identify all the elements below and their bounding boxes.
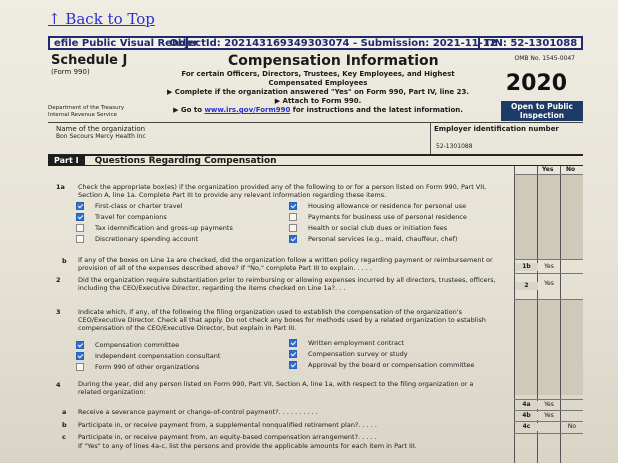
board-approval-checkbox[interactable]	[289, 361, 297, 369]
q3-number: 3	[56, 308, 61, 316]
q4-footer: If "Yes" to any of lines 4a-c, list the persons and provide the applicable amounts for each item in Part III.	[78, 442, 417, 450]
row-rule-4a	[514, 410, 583, 411]
ein-value: 52-1301088	[436, 143, 473, 150]
instruction-line-5	[158, 106, 478, 115]
q2-number: 2	[56, 276, 61, 284]
q4a-text: Receive a severance payment or change-of-control payment?. . . . . . . . . .	[78, 408, 318, 416]
q4-text: During the year, did any person listed on Form 990, Part VII, Section A, line 1a, with respect to the filing organization or a related organization:	[78, 380, 474, 396]
compensation-survey-checkbox[interactable]	[289, 350, 297, 358]
back-to-top-link[interactable]: ↑ Back to Top	[48, 10, 155, 28]
q4b-letter: b	[62, 421, 67, 429]
board-approval-label: Approval by the board or compensation committee	[308, 361, 475, 369]
q4-number: 4	[56, 381, 61, 389]
instruction-line-2: Compensated Employees	[268, 79, 368, 87]
q1a-text: Check the appropriate box(es) if the organization provided any of the following to or for a person listed on Form 990, Part VII, Section A, line 1a. Complete Part III to provide any relevant information regarding these items.	[78, 183, 487, 199]
line-4c-no: No	[567, 423, 577, 430]
q4c-text: Participate in, or receive payment from, an equity-based compensation arrangement?. . . . .	[78, 433, 377, 441]
q1b-text: If any of the boxes on Line 1a are checked, did the organization follow a written policy regarding payment or reimbursement or provision of all of the expenses described above? If "No," complete Part III to explain. . . . .	[78, 256, 493, 272]
first-class-travel-checkbox[interactable]	[76, 202, 84, 210]
line-4b-yes: Yes	[544, 412, 554, 419]
line-1b-number: 1b	[515, 263, 538, 271]
housing-allowance-label: Housing allowance or residence for personal use	[308, 202, 467, 210]
first-class-travel-label: First-class or charter travel	[95, 202, 183, 210]
travel-companions-checkbox[interactable]	[76, 213, 84, 221]
instruction-line-4: ▶ Attach to Form 990.	[274, 97, 362, 105]
tax-year: 2020	[505, 71, 567, 96]
schedule-title: Schedule J	[51, 53, 128, 68]
q4a-letter: a	[62, 408, 67, 416]
line-4a-yes: Yes	[544, 401, 554, 408]
business-residence-checkbox[interactable]	[289, 213, 297, 221]
instruction-go-to: ▶ Go to	[173, 106, 205, 114]
instruction-latest-info: for instructions and the latest information.	[290, 106, 463, 114]
discretionary-spending-label: Discretionary spending account	[95, 235, 199, 243]
banner-object-id: ObjectId: 202143169349303074 - Submission: 2021-11-12	[169, 37, 497, 49]
org-name: Bon Secours Mercy Health Inc	[56, 133, 146, 140]
org-divider	[430, 123, 431, 155]
compensation-survey-label: Compensation survey or study	[308, 350, 408, 358]
club-dues-checkbox[interactable]	[289, 224, 297, 232]
row-rule-4b	[514, 421, 583, 422]
banner-tin: TIN: 52-1301088	[484, 37, 578, 49]
line-4a-number: 4a	[515, 401, 538, 409]
form-990-others-label: Form 990 of other organizations	[95, 363, 200, 371]
form-number: (Form 990)	[51, 68, 90, 76]
compensation-committee-label: Compensation committee	[95, 341, 180, 349]
independent-consultant-label: Independent compensation consultant	[95, 352, 221, 360]
q2-text: Did the organization require substantiation prior to reimbursing or allowing expenses incurred by all directors, trustees, officers, including the CEO/Executive Director, regarding the items checked on Line 1a?. . .	[78, 276, 496, 292]
row-rule-4-top	[514, 399, 583, 400]
club-dues-label: Health or social club dues or initiation fees	[308, 224, 448, 232]
efile-banner	[48, 36, 583, 50]
housing-allowance-checkbox[interactable]	[289, 202, 297, 210]
independent-consultant-checkbox[interactable]	[76, 352, 84, 360]
part-title: Questions Regarding Compensation	[94, 155, 277, 166]
instruction-line-3: ▶ Complete if the organization answered "Yes" on Form 990, Part IV, line 23.	[166, 88, 469, 96]
form-header	[48, 51, 583, 121]
row-rule-1b	[514, 273, 583, 274]
tax-idemnification-checkbox[interactable]	[76, 224, 84, 232]
line-4c-number: 4c	[515, 423, 538, 431]
part-header	[48, 154, 583, 166]
discretionary-spending-checkbox[interactable]	[76, 235, 84, 243]
personal-services-checkbox[interactable]	[289, 235, 297, 243]
form-990-others-checkbox[interactable]	[76, 363, 84, 371]
business-residence-label: Payments for business use of personal residence	[308, 213, 467, 221]
instruction-line-1: For certain Officers, Directors, Trustees, Key Employees, and Highest	[181, 70, 455, 78]
q1a-number: 1a	[56, 183, 65, 191]
no-column	[560, 166, 583, 463]
row-rule-1b-top	[514, 259, 583, 260]
irs-form990-link[interactable]: www.irs.gov/Form990	[204, 106, 291, 114]
omb-number: OMB No. 1545-0047	[514, 55, 575, 62]
ein-label: Employer identification number	[434, 125, 559, 133]
department-label: Department of the Treasury Internal Revenue Service	[48, 105, 125, 118]
part-tag: Part I	[48, 155, 85, 166]
org-name-label: Name of the organization	[56, 125, 146, 133]
written-contract-checkbox[interactable]	[289, 339, 297, 347]
q4c-letter: c	[62, 433, 66, 441]
column-header-rule	[514, 174, 583, 175]
yes-header: Yes	[542, 166, 554, 173]
line-1b-yes: Yes	[544, 263, 554, 270]
public-inspection-badge: Open to Public Inspection	[501, 101, 583, 121]
line-4b-number: 4b	[515, 412, 538, 420]
line-2-yes: Yes	[544, 280, 554, 287]
header-instructions	[158, 70, 478, 115]
q3-text: Indicate which, if any, of the following the filing organization used to establish the compensation of the organization's CEO/Executive Director. Check all that apply. Do not check any boxes for methods used by a related organization to establish compensation of the CEO/Executive Director, but explain in Part III.	[78, 308, 486, 332]
written-contract-label: Written employment contract	[308, 339, 405, 347]
compensation-committee-checkbox[interactable]	[76, 341, 84, 349]
row-rule-2	[514, 299, 583, 300]
q4b-text: Participate in, or receive payment from, a supplemental nonqualified retirement plan?. . . . .	[78, 421, 377, 429]
banner-render-label: efile Public Visual Render	[50, 38, 188, 48]
organization-row	[48, 122, 583, 154]
tax-idemnification-label: Tax idemnification and gross-up payments	[95, 224, 233, 232]
no-header: No	[566, 166, 576, 173]
page-title: Compensation Information	[228, 53, 439, 69]
line-2-number: 2	[515, 282, 538, 290]
q1b-letter: b	[62, 257, 67, 265]
personal-services-label: Personal services (e.g., maid, chauffeur, chef)	[308, 235, 458, 243]
row-rule-4c	[514, 433, 583, 434]
travel-companions-label: Travel for companions	[95, 213, 167, 221]
